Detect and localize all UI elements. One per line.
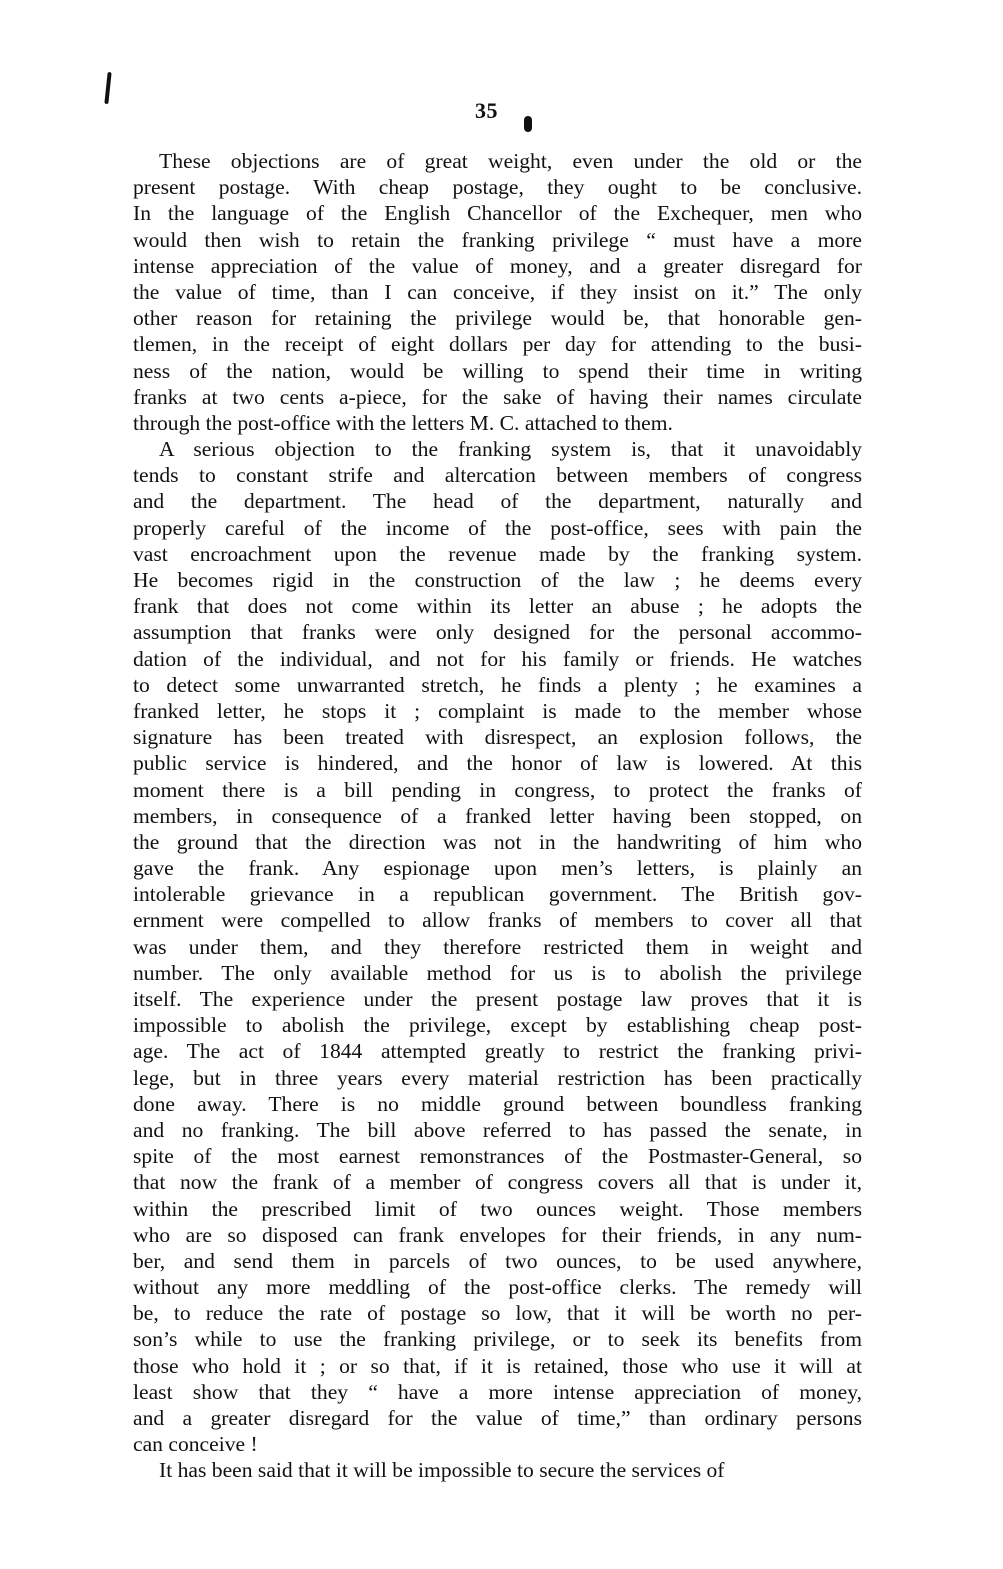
text-line: gave the frank. Any espionage upon men’s letters, is plainly an: [133, 856, 862, 881]
ink-blot: [524, 116, 532, 132]
text-line: It has been said that it will be impossible to secure the services of: [159, 1458, 725, 1483]
text-line: ber, and send them in parcels of two ounces, to be used anywhere,: [133, 1248, 862, 1273]
page-number: 35: [475, 98, 498, 123]
text-line: franked letter, he stops it ; complaint is made to the member whose: [133, 698, 862, 723]
text-line: franks at two cents a-piece, for the sake of having their names circulate: [133, 384, 862, 409]
text-line: intense appreciation of the value of money, and a greater disregard for: [133, 253, 862, 278]
text-line: the value of time, than I can conceive, if they insist on it.” The only: [133, 279, 862, 304]
text-line: assumption that franks were only designed for the personal accommo-: [133, 620, 862, 645]
text-line: and no franking. The bill above referred to has passed the senate, in: [133, 1117, 862, 1142]
text-line: members, in consequence of a franked letter having been stopped, on: [133, 803, 862, 828]
text-line: signature has been treated with disrespect, an explosion follows, the: [133, 725, 862, 750]
text-line: These objections are of great weight, even under the old or the: [159, 149, 862, 173]
text-line: age. The act of 1844 attempted greatly to restrict the franking privi-: [133, 1039, 862, 1064]
text-line: tlemen, in the receipt of eight dollars per day for attending to the busi-: [133, 332, 862, 357]
text-line: the ground that the direction was not in the handwriting of him who: [133, 829, 862, 854]
text-line: that now the frank of a member of congress covers all that is under it,: [133, 1170, 862, 1195]
text-line: who are so disposed can frank envelopes for their friends, in any num-: [133, 1222, 862, 1247]
margin-ink-mark: [104, 72, 111, 104]
text-line: done away. There is no middle ground between boundless franking: [133, 1091, 862, 1116]
text-line: within the prescribed limit of two ounces weight. Those members: [133, 1196, 862, 1221]
text-line: and the department. The head of the department, naturally and: [133, 489, 862, 514]
text-line: was under them, and they therefore restricted them in weight and: [133, 934, 862, 959]
text-line: dation of the individual, and not for his family or friends. He watches: [133, 646, 862, 671]
text-line: present postage. With cheap postage, they ought to be conclusive.: [133, 175, 862, 200]
text-line: can conceive !: [133, 1432, 258, 1457]
text-line: would then wish to retain the franking privilege “ must have a more: [133, 227, 862, 252]
text-line: In the language of the English Chancellor of the Exchequer, men who: [133, 201, 862, 226]
text-line: those who hold it ; or so that, if it is retained, those who use it will at: [133, 1353, 862, 1378]
text-line: other reason for retaining the privilege would be, that honorable gen-: [133, 306, 862, 331]
text-line: to detect some unwarranted stretch, he finds a plenty ; he examines a: [133, 672, 862, 697]
body-text: [133, 148, 862, 1484]
text-line: without any more meddling of the post-office clerks. The remedy will: [133, 1275, 862, 1300]
text-line: lege, but in three years every material restriction has been practically: [133, 1065, 862, 1090]
text-line: ness of the nation, would be willing to spend their time in writing: [133, 358, 862, 383]
text-line: A serious objection to the franking system is, that it unavoidably: [159, 437, 862, 462]
text-line: vast encroachment upon the revenue made by the franking system.: [133, 541, 862, 566]
text-line: through the post-office with the letters M. C. attached to them.: [133, 410, 673, 435]
text-line: tends to constant strife and altercation between members of congress: [133, 463, 862, 488]
text-line: number. The only available method for us is to abolish the privilege: [133, 960, 862, 985]
text-line: intolerable grievance in a republican government. The British gov-: [133, 882, 862, 907]
text-line: son’s while to use the franking privilege, or to seek its benefits from: [133, 1327, 862, 1352]
text-line: frank that does not come within its letter an abuse ; he adopts the: [133, 594, 862, 619]
text-line: impossible to abolish the privilege, except by establishing cheap post-: [133, 1013, 862, 1038]
text-line: public service is hindered, and the honor of law is lowered. At this: [133, 751, 862, 776]
text-line: be, to reduce the rate of postage so low, that it will be worth no per-: [133, 1301, 862, 1326]
text-line: properly careful of the income of the post-office, sees with pain the: [133, 515, 862, 540]
text-line: itself. The experience under the present postage law proves that it is: [133, 987, 862, 1011]
text-line: least show that they “ have a more intense appreciation of money,: [133, 1379, 862, 1404]
text-line: spite of the most earnest remonstrances of the Postmaster-General, so: [133, 1144, 862, 1169]
text-line: moment there is a bill pending in congress, to protect the franks of: [133, 777, 862, 802]
text-line: He becomes rigid in the construction of the law ; he deems every: [133, 568, 862, 592]
text-line: ernment were compelled to allow franks of members to cover all that: [133, 908, 862, 933]
text-line: and a greater disregard for the value of time,” than ordinary persons: [133, 1406, 862, 1430]
